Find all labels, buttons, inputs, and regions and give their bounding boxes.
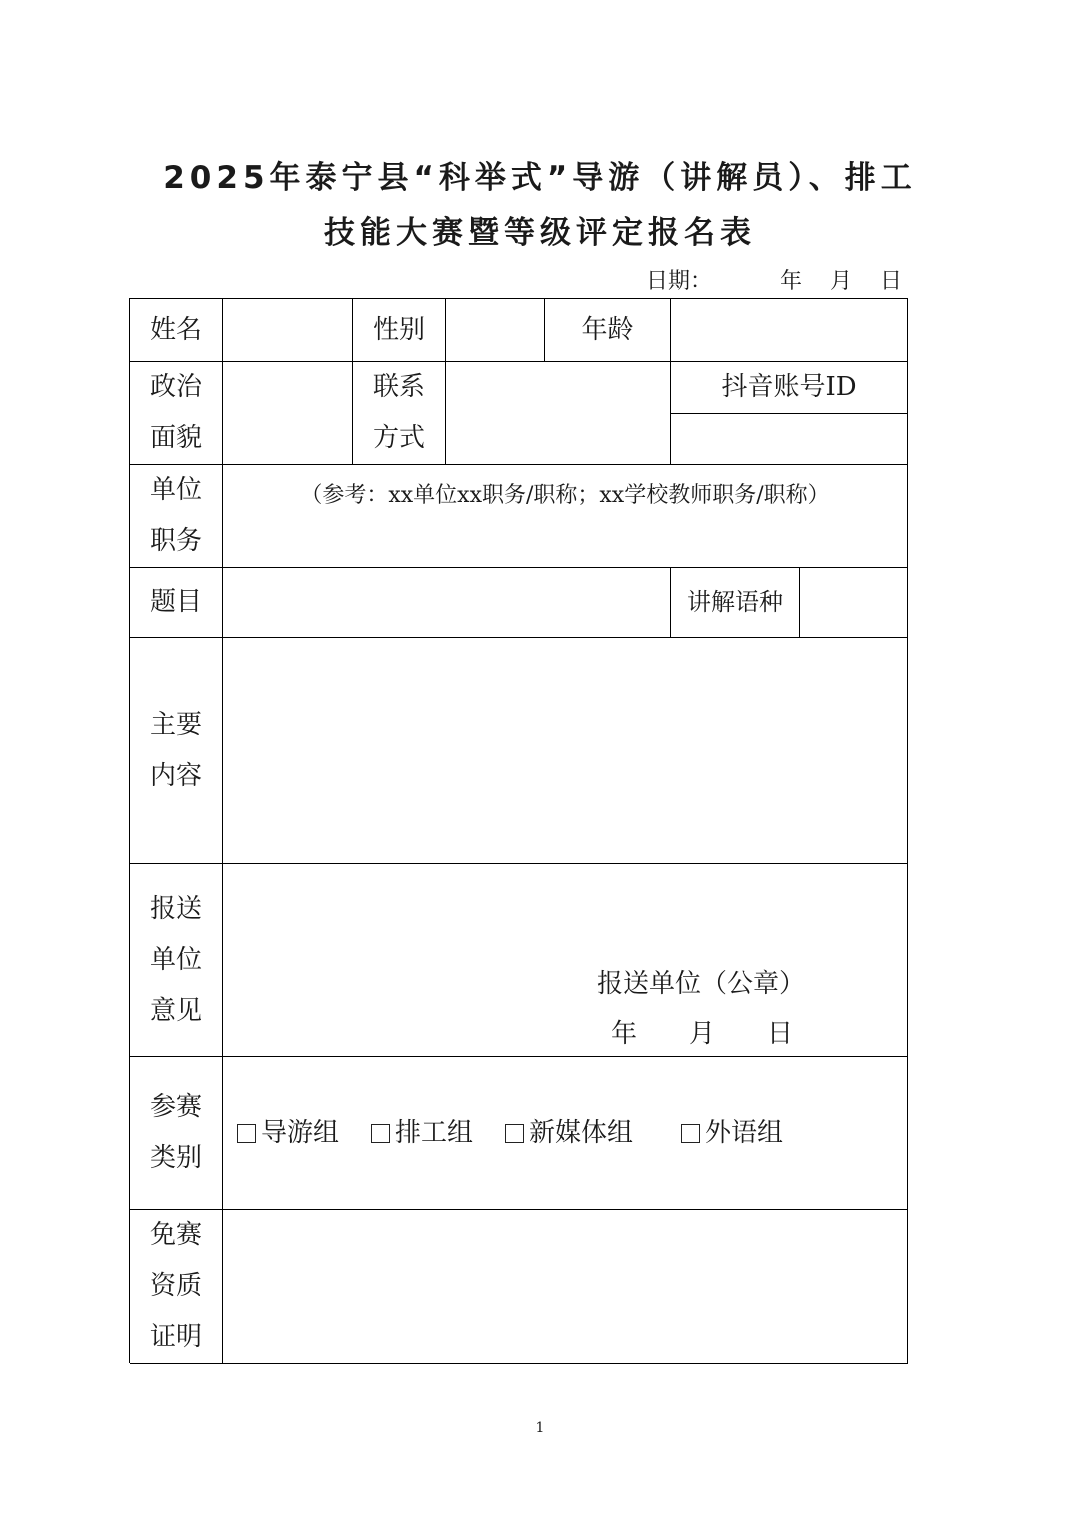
category-option-raftsman[interactable]: 排工组: [371, 1108, 473, 1159]
official-seal-text: 报送单位（公章）: [597, 969, 806, 999]
name-label: 姓 名: [130, 299, 223, 362]
category-options: [223, 1057, 908, 1210]
name-field[interactable]: [223, 299, 353, 362]
submitting-org-opinion-label: 报送 单位 意见: [130, 864, 223, 1057]
registration-form-table: [129, 298, 908, 1363]
form-title-line-2: 技能大赛暨等级评定报名表: [324, 215, 756, 251]
gender-field[interactable]: [446, 299, 545, 362]
checkbox-icon[interactable]: [371, 1124, 390, 1143]
date-line: [646, 264, 902, 295]
exemption-proof-label: 免赛 资质 证明: [130, 1210, 223, 1364]
main-content-label: 主要 内容: [130, 638, 223, 864]
date-year: 年: [780, 269, 803, 294]
submitting-org-opinion-field[interactable]: [223, 864, 908, 1057]
org-position-field[interactable]: [223, 465, 908, 568]
category-label: 参赛 类别: [130, 1057, 223, 1210]
date-day: 日: [880, 269, 903, 294]
form-title-line-1: 2025年泰宁县“科举式”导游（讲解员）、排工: [163, 160, 917, 196]
category-option-new-media[interactable]: 新媒体组: [505, 1108, 633, 1159]
contact-label: 联系 方式: [353, 362, 446, 465]
page-number: 1: [535, 1420, 545, 1436]
checkbox-icon[interactable]: [681, 1124, 700, 1143]
topic-field[interactable]: [223, 568, 671, 638]
language-label: 讲解语种: [671, 568, 800, 638]
political-status-label: 政治 面貌: [130, 362, 223, 465]
age-field[interactable]: [671, 299, 908, 362]
checkbox-icon[interactable]: [505, 1124, 524, 1143]
main-content-field[interactable]: [223, 638, 908, 864]
org-position-hint: （参考：xx单位xx职务/职称；xx学校教师职务/职称）: [300, 483, 830, 508]
exemption-proof-field[interactable]: [223, 1210, 908, 1364]
political-status-field[interactable]: [223, 362, 353, 465]
gender-label: 性 别: [353, 299, 446, 362]
date-label: 日期：: [646, 269, 713, 294]
contact-field[interactable]: [446, 362, 671, 465]
language-field[interactable]: [800, 568, 908, 638]
date-month: 月: [830, 269, 853, 294]
douyin-id-field[interactable]: [671, 414, 908, 465]
category-option-guide[interactable]: 导游组: [237, 1108, 339, 1159]
checkbox-icon[interactable]: [237, 1124, 256, 1143]
douyin-id-label: 抖音账号ID: [671, 362, 908, 414]
seal-date: 年 月 日: [611, 1019, 794, 1049]
topic-label: 题 目: [130, 568, 223, 638]
age-label: 年 龄: [545, 299, 671, 362]
category-option-foreign-language[interactable]: 外语组: [681, 1108, 783, 1159]
org-position-label: 单位 职务: [130, 465, 223, 568]
